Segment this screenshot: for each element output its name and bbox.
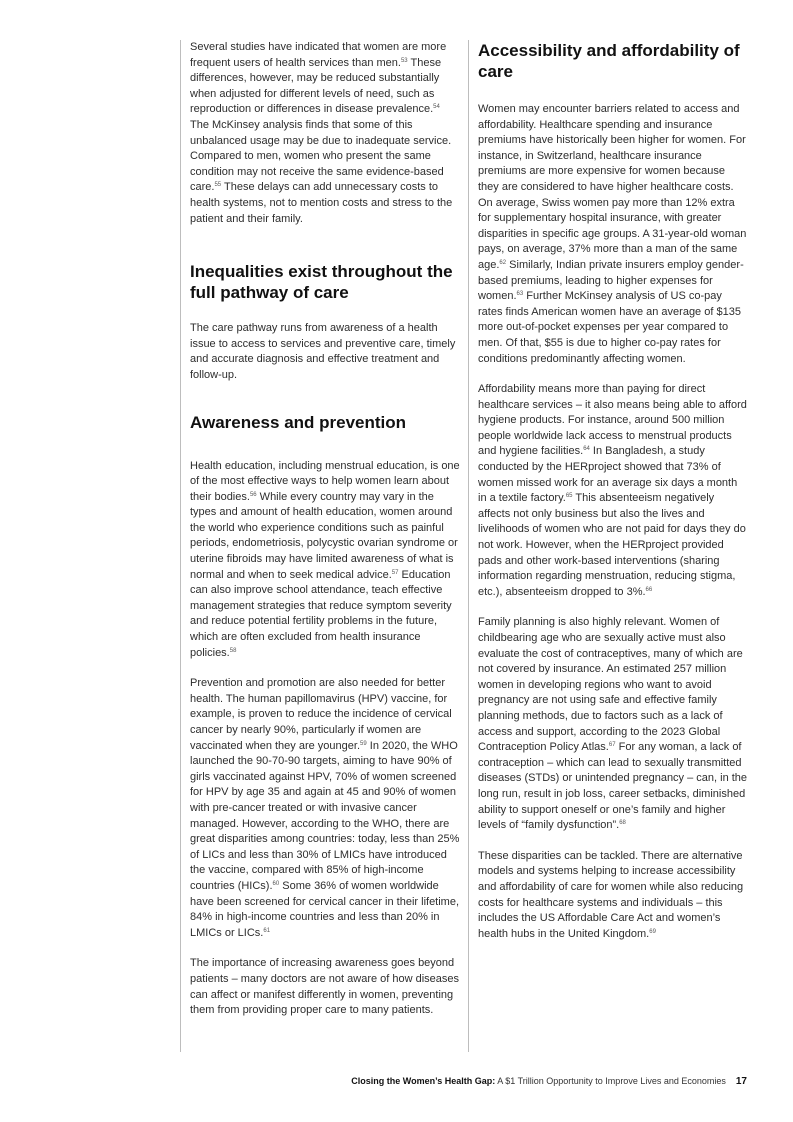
paragraph-doctor-awareness: The importance of increasing awareness goes beyond patients – many doctors are not aware of how diseases can affect or manifest differently in women, preventing them from providing proper care to many patients. (190, 957, 460, 1017)
paragraph-usage (190, 40, 460, 227)
footnote-ref: 65 (565, 493, 573, 500)
text-run: Similarly, Indian private insurers employ gender-based premiums, leading to higher expenses for women. (478, 258, 744, 303)
text-run: Education can also improve school attendance, teach effective management strategies that reduce symptom severity and reduce potential fertility problems in the future, which are often excluded from health insurance policies. (190, 568, 452, 659)
text-run: Prevention and promotion are also needed for better health. The human papillomavirus (HPV) vaccine, for example, is proven to reduce the incidence of cervical cancer by nearly 90%, particularly if women are vaccinated when they are younger. (190, 677, 452, 752)
paragraph-family-planning (478, 615, 748, 833)
text-run: These differences, however, may be reduced substantially when adjusted for different levels of need, such as reproduction or differences in disease prevalence. (190, 56, 442, 116)
paragraph-care-pathway: The care pathway runs from awareness of a health issue to access to services and preventive care, timely and accurate diagnosis and effective treatment and follow-up. (190, 322, 456, 381)
page-number: 17 (735, 1076, 747, 1087)
left-column-rule (180, 40, 181, 1052)
text-run: In 2020, the WHO launched the 90-70-90 targets, aiming to have 90% of girls vaccinated against HPV, 70% of women screened for HPV by age 35 and again at 45 and 90% of women with pre-cancer treated or with invasive cancer managed. However, according to the WHO, there are great disparities among countries: today, less than 25% of LICs and less than 30% of LMICs have introduced the vaccine, compared with 85% of high-income countries (HICs). (190, 739, 460, 892)
footnote-ref: 67 (608, 742, 616, 749)
footnote-ref: 53 (400, 57, 408, 64)
footnote-ref: 69 (649, 928, 656, 935)
footnote-ref: 62 (499, 259, 507, 266)
text-run: Women may encounter barriers related to access and affordability. Healthcare spending and insurance premiums have historically been higher for women. For instance, in Switzerland, healthcare insurance premiums are more expensive for women because they are considered to have higher healthcare costs. On average, Swiss women pay more than 12% extra for supplementary hospital insurance, with greater disparities in specific age groups. A 31-year-old woman pays, on average, 37% more than a man of the same age. (478, 103, 747, 271)
footnote-ref: 54 (433, 104, 440, 111)
text-run: While every country may vary in the types and amount of health education, women around the world who experience conditions such as painful periods, endometriosis, polycystic ovarian syndrome or uterine fibroids may have limited awareness of what is normal and when to seek medical advice. (190, 490, 458, 581)
footnote-ref: 66 (645, 586, 653, 593)
paragraph-hygiene (478, 382, 748, 600)
text-run: Family planning is also highly relevant. Women of childbearing age who are sexually active must also evaluate the cost of contraceptives, many of which are not covered by insurance. An estimated 257 million women in developing regions who want to avoid pregnancy are not using safe and effective family planning methods, due to factors such as a lack of access and support, according to the 2023 Global Contraception Policy Atlas. (478, 616, 743, 754)
page-footer (351, 1076, 747, 1087)
right-column (478, 40, 748, 942)
footer-title-bold: Closing the Women’s Health Gap: (351, 1076, 496, 1086)
footnote-ref: 58 (229, 647, 237, 654)
footnote-ref: 60 (272, 880, 280, 887)
paragraph-disparities (478, 849, 748, 943)
heading-awareness: Awareness and prevention (190, 412, 407, 432)
text-run: Some 36% of women worldwide have been screened for cervical cancer in their lifetime, 84% in high-income countries and less than 20% in LMICs or LICs. (190, 879, 460, 939)
text-run: Affordability means more than paying for direct healthcare services – it also means being able to afford hygiene products. For instance, around 500 million people worldwide lack access to menstrual products and hygiene facilities. (478, 383, 747, 458)
text-run: Several studies have indicated that women are more frequent users of health services than men. (190, 41, 447, 69)
footnote-ref: 63 (516, 291, 524, 298)
footnote-ref: 59 (360, 740, 367, 747)
footnote-ref: 61 (263, 927, 271, 934)
text-run: These delays can add unnecessary costs to health systems, not to mention costs and stress to the patient and their family. (190, 181, 453, 225)
center-column-rule (468, 40, 469, 1052)
footer-title-rest: A $1 Trillion Opportunity to Improve Lives and Economies (495, 1076, 726, 1086)
paragraph-health-education (190, 459, 460, 662)
footnote-ref: 64 (583, 446, 590, 453)
footnote-ref: 68 (619, 820, 626, 827)
text-run: Further McKinsey analysis of US co-pay rates finds American women have an average of $135 more out-of-pocket expenses per year compared to men. Of that, $55 is due to higher co-pay rates for conditions predominantly affecting women. (478, 290, 741, 365)
text-run: The McKinsey analysis finds that some of this unbalanced usage may be due to inadequate service. Compared to men, women who present the same condition may not receive the same evidence-based care. (190, 118, 452, 194)
text-run: This absenteeism negatively affects not only business but also the lives and livelihoods of women who are not paid for days they do not work. However, when the HERproject provided pads and other work-based interventions (sharing information regarding menstruation, reducing stigma, etc.), absenteeism dropped to 3%. (478, 492, 746, 598)
text-run: These disparities can be tackled. There are alternative models and systems helping to increase accessibility and affordability of care for women while also reducing costs for healthcare systems and individuals – this includes the US Affordable Care Act and women’s health hubs in the United Kingdom. (478, 849, 744, 940)
footnote-ref: 55 (214, 182, 222, 189)
text-run: In Bangladesh, a study conducted by the HERproject showed that 73% of women missed work for an average six days a month in a textile factory. (478, 445, 738, 505)
footnote-ref: 57 (391, 569, 399, 576)
text-run: For any woman, a lack of contraception – which can lead to sexually transmitted diseases (STDs) or unintended pregnancy – can, in the long run, result in job loss, career setbacks, diminished ability to support oneself or one’s family and higher levels of “family dysfunction”. (478, 741, 748, 832)
heading-inequalities: Inequalities exist throughout the full pathway of care (190, 262, 453, 303)
paragraph-barriers (478, 102, 748, 367)
left-column (190, 40, 460, 1019)
footnote-ref: 56 (249, 491, 257, 498)
text-run: Health education, including menstrual education, is one of the most effective ways to help women learn about their bodies. (190, 459, 460, 503)
paragraph-prevention (190, 676, 460, 941)
heading-accessibility: Accessibility and affordability of care (478, 41, 740, 81)
